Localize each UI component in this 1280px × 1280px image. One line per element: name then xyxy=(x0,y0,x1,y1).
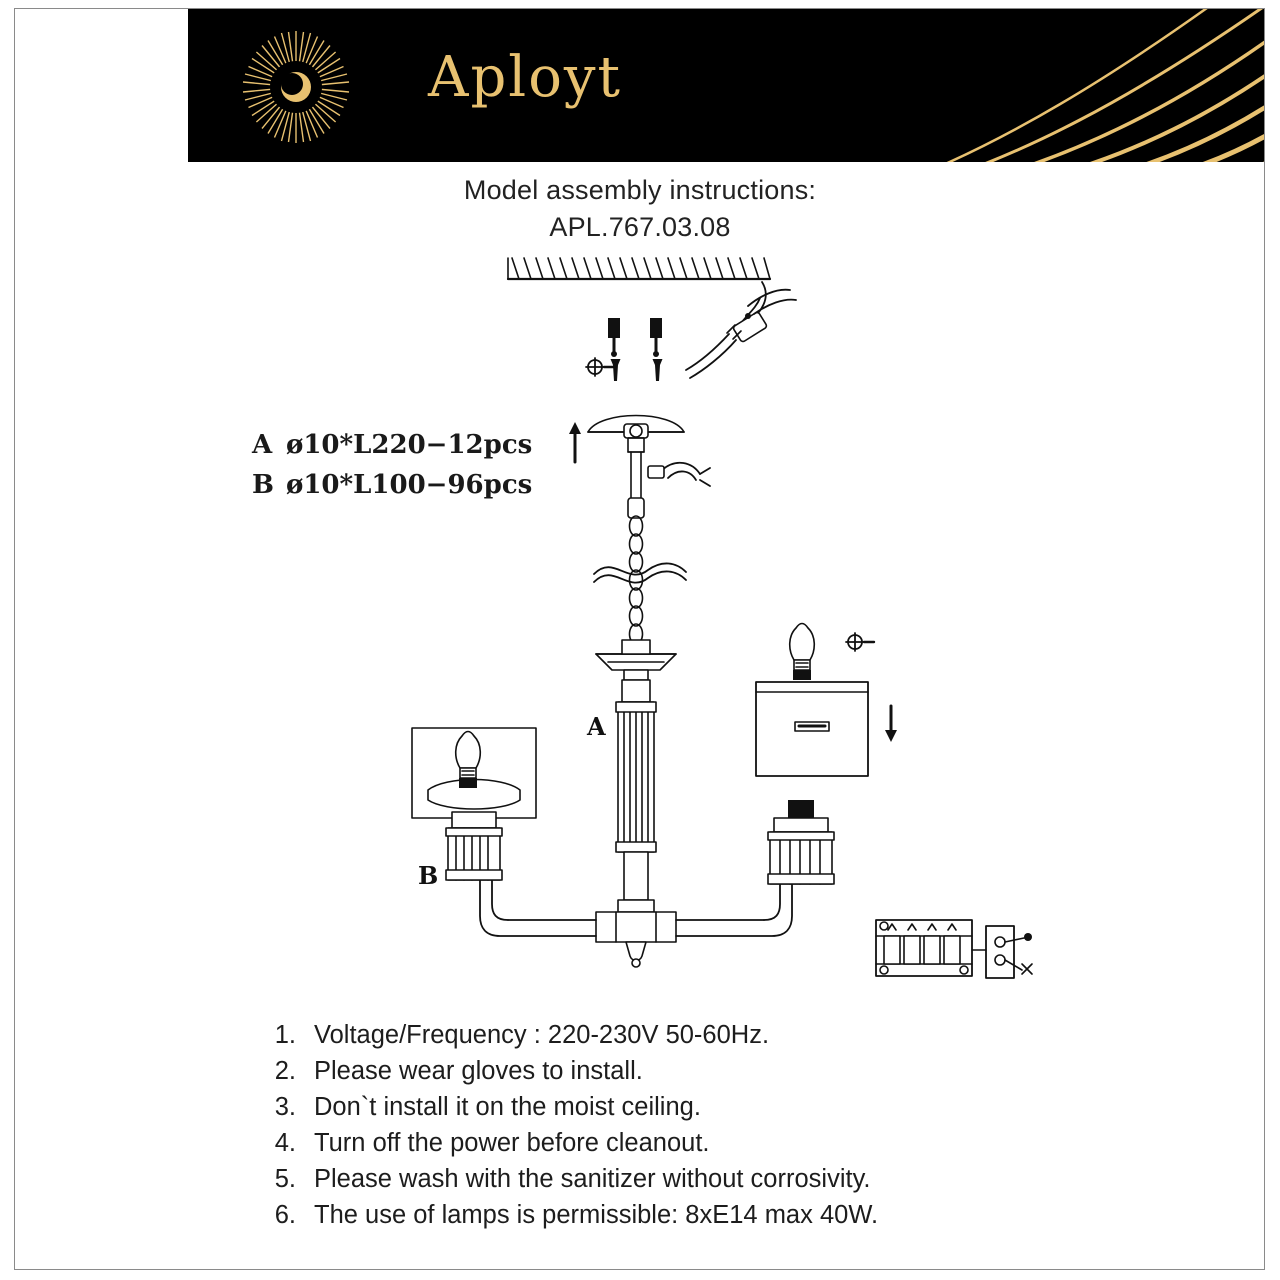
screw-icon-2 xyxy=(650,318,662,357)
left-shade-assembly xyxy=(412,728,536,880)
note-number: 4. xyxy=(274,1129,296,1157)
sunburst-icon xyxy=(236,27,356,147)
ceiling-icon xyxy=(508,258,770,279)
screw-icon-1 xyxy=(608,318,620,357)
part-spec: ø10*L220−12pcs xyxy=(286,430,533,460)
arrow-up-icon xyxy=(569,422,581,462)
right-socket-assembly xyxy=(768,800,834,884)
note-item xyxy=(248,1125,1078,1161)
note-item xyxy=(248,1197,1078,1233)
note-number: 5. xyxy=(274,1165,296,1193)
note-text: Please wear gloves to install. xyxy=(314,1057,643,1085)
note-text: Don`t install it on the moist ceiling. xyxy=(314,1093,701,1121)
note-text: Turn off the power before cleanout. xyxy=(314,1129,710,1157)
central-column-part-a xyxy=(616,680,656,912)
shade-install-detail xyxy=(756,624,868,777)
terminal-block-diagram xyxy=(876,920,1032,978)
note-text: The use of lamps is permissible: 8xE14 max 40W. xyxy=(314,1201,879,1229)
note-item xyxy=(248,1053,1078,1089)
part-letter: A xyxy=(252,430,273,460)
bracket-detail xyxy=(648,463,710,486)
anchor-icon-1 xyxy=(611,359,621,381)
note-number: 2. xyxy=(274,1057,296,1085)
note-number: 3. xyxy=(274,1093,296,1121)
brand-name: Aployt xyxy=(428,45,623,110)
upper-canopy xyxy=(596,640,676,680)
diagram-label-a: A xyxy=(587,712,606,741)
note-item xyxy=(248,1017,1078,1053)
notes-list xyxy=(248,1017,1078,1233)
diagram-label-b: B xyxy=(418,861,439,890)
fan-rays-icon xyxy=(874,9,1264,162)
wiring-detail xyxy=(686,282,796,378)
screwdriver-icon xyxy=(586,358,614,376)
screwdriver-icon-right xyxy=(846,633,874,651)
note-text: Voltage/Frequency : 220-230V 50-60Hz. xyxy=(314,1021,770,1049)
note-item xyxy=(248,1161,1078,1197)
note-number: 6. xyxy=(274,1201,296,1229)
note-number: 1. xyxy=(274,1021,296,1049)
brand-banner xyxy=(188,9,1264,162)
arrow-down-icon xyxy=(885,706,897,742)
assembly-diagram xyxy=(0,230,1280,1020)
part-letter: B xyxy=(252,470,274,500)
note-item xyxy=(248,1089,1078,1125)
ceiling-cup xyxy=(588,416,684,453)
note-text: Please wash with the sanitizer without corrosivity. xyxy=(314,1165,871,1193)
model-code: APL.767.03.08 xyxy=(549,212,731,242)
instructions-title: Model assembly instructions: xyxy=(463,175,817,205)
part-spec: ø10*L100−96pcs xyxy=(286,470,533,500)
anchor-icon-2 xyxy=(653,359,663,381)
